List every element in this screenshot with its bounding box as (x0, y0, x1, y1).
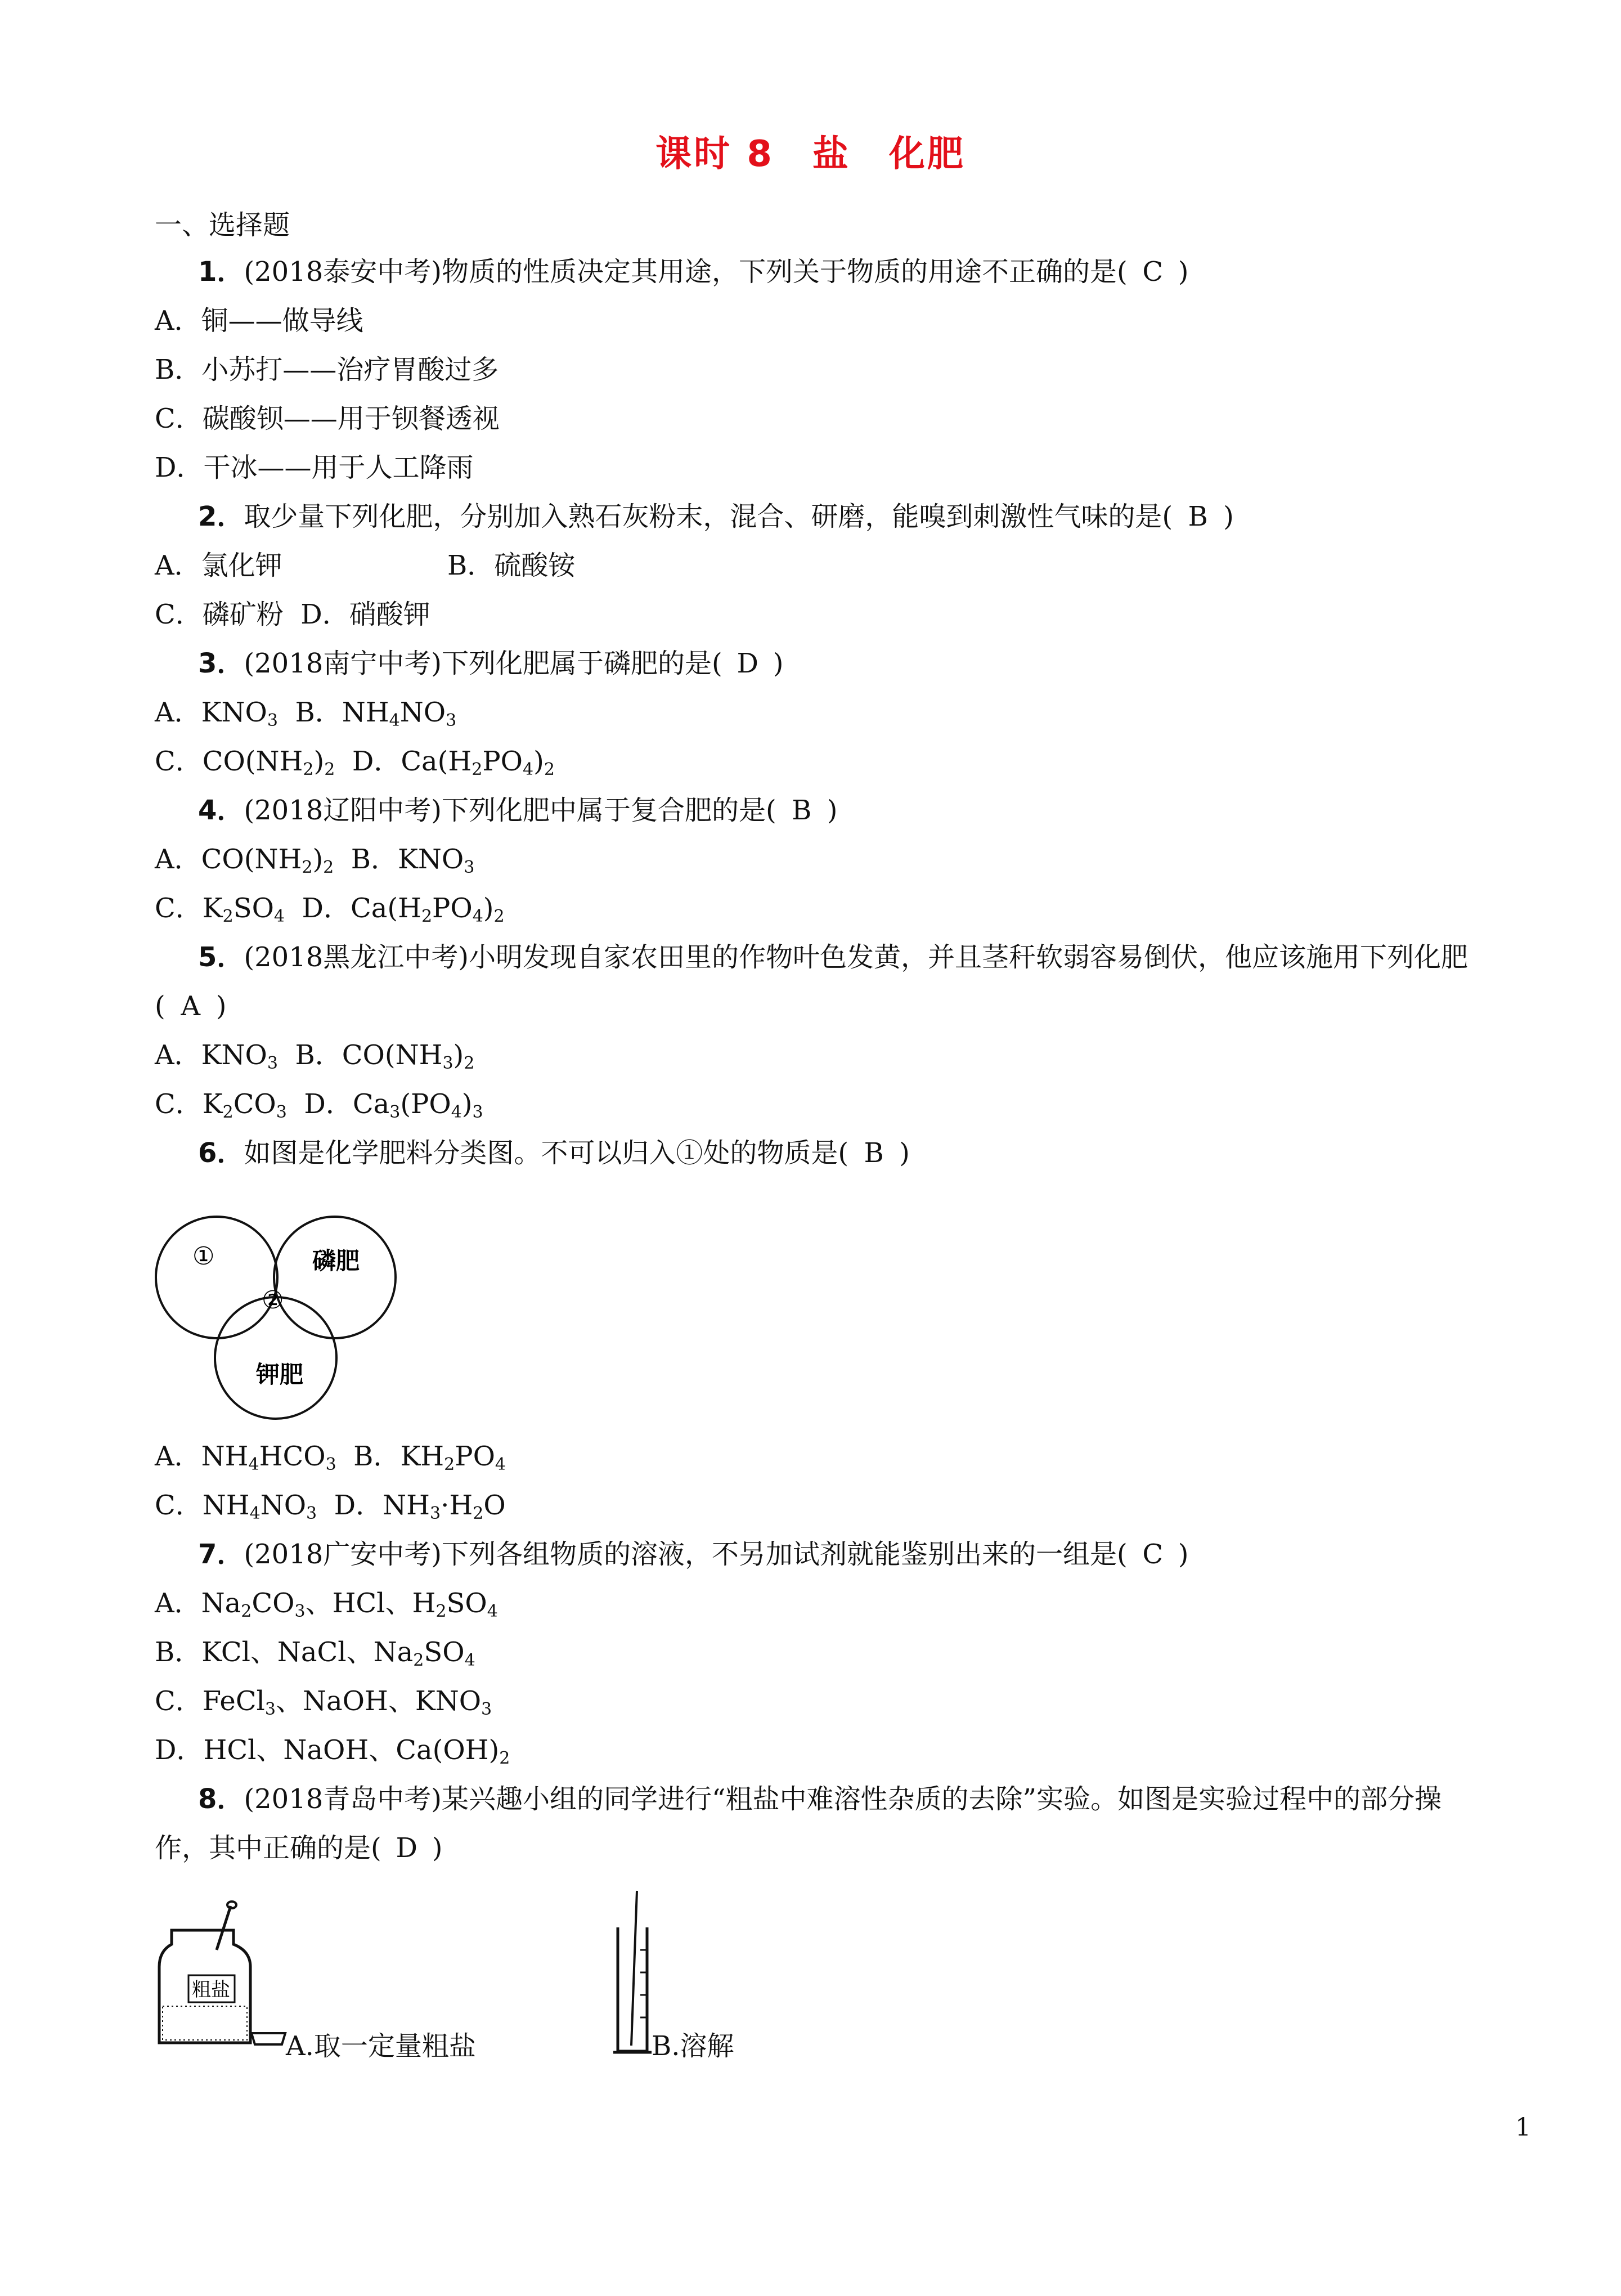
page-title: 课时 8 盐 化肥 (655, 133, 966, 175)
question-text: (2018黑龙江中考)小明发现自家农田里的作物叶色发黄，并且茎秆软弱容易倒伏，他应该施用下列化肥 (244, 941, 1469, 973)
question-8 (198, 1782, 1442, 1816)
option-row: A．$NH_4HCO_3$ B．$KH_2PO_4$ (155, 1441, 506, 1474)
option-row: A．$KNO_3$ B．$CO(NH_3)_2$ (155, 1039, 475, 1073)
question-6 (198, 1136, 910, 1170)
option-row (155, 549, 575, 582)
question-text: (2018南宁中考)下列化肥属于磷肥的是( (244, 648, 722, 679)
option-row: A．$Na_2CO_3$、HCl、$H_2SO_4$ (155, 1588, 498, 1621)
question-text: 如图是化学肥料分类图。不可以归入①处的物质是( (244, 1137, 849, 1169)
question-number: 5． (198, 941, 244, 973)
option: D．硝酸钾 (300, 599, 430, 630)
option-row: A．$CO(NH_2)_2$ B．$KNO_3$ (155, 844, 475, 877)
question-number: 1． (198, 256, 244, 288)
question-text: (2018辽阳中考)下列化肥中属于复合肥的是( (244, 795, 776, 826)
question-number: 8． (198, 1783, 244, 1815)
answer: B (792, 795, 812, 826)
question-text: (2018青岛中考)某兴趣小组的同学进行“粗盐中难溶性杂质的去除”实验。如图是实验过程中的部分操 (244, 1783, 1442, 1815)
region-2-label: ② (262, 1286, 284, 1315)
circle-phosphate (274, 1217, 396, 1338)
figure-a-jar (155, 1899, 290, 2057)
option-row (155, 598, 430, 631)
circle-nitrogen (156, 1217, 277, 1338)
option-row: A．$KNO_3$ B．$NH_4NO_3$ (155, 697, 457, 730)
question-8-cont (155, 1831, 442, 1865)
potash-label: 钾肥 (256, 1361, 304, 1388)
option: B．硫酸铵 (447, 550, 576, 581)
option: A．铜——做导线 (155, 305, 363, 337)
option-row: C．FeCl$_3$、NaOH、$KNO_3$ (155, 1685, 492, 1719)
salt-fill (163, 2006, 247, 2040)
phosphate-label: 磷肥 (312, 1247, 360, 1275)
option-row: B．KCl、NaCl、$Na_2SO_4$ (155, 1636, 475, 1670)
question-number: 3． (198, 648, 244, 679)
question-text: 作，其中正确的是( (155, 1832, 381, 1864)
question-5 (198, 940, 1468, 974)
option: D．干冰——用于人工降雨 (155, 452, 474, 483)
question-7 (198, 1537, 1188, 1571)
question-number: 4． (198, 795, 244, 826)
section-heading: 一、选择题 (155, 209, 290, 241)
question-number: 2． (198, 501, 244, 532)
glass-rod (631, 1891, 637, 2046)
option: B．小苏打——治疗胃酸过多 (155, 354, 499, 385)
paren-close: ) (1178, 1539, 1189, 1570)
paren-close: ) (899, 1137, 910, 1169)
question-1 (198, 255, 1188, 289)
figure-a-label: A.取一定量粗盐 (286, 2030, 476, 2062)
answer: C (1142, 1539, 1164, 1570)
answer: C (1142, 256, 1164, 288)
paren-close: ) (1223, 501, 1234, 532)
option-row: C．$NH_4NO_3$ D．$NH_3\cdot H_2O$ (155, 1490, 506, 1523)
jar-label: 粗盐 (192, 1979, 230, 2001)
answer: D (737, 648, 758, 679)
question-2 (198, 500, 1234, 533)
question-text: (2018广安中考)下列各组物质的溶液，不另加试剂就能鉴别出来的一组是( (244, 1539, 1128, 1570)
option-row: C．$CO(NH_2)_2$ D．$Ca(H_2PO_4)_2$ (155, 746, 555, 779)
dish (252, 2033, 285, 2044)
answer: B (1188, 501, 1208, 532)
option-row: D．HCl、NaOH、$Ca(OH)_2$ (155, 1734, 510, 1768)
question-text: (2018泰安中考)物质的性质决定其用途，下列关于物质的用途不正确的是( (244, 256, 1128, 288)
paren-close: ) (827, 795, 838, 826)
paren-close: ) (432, 1832, 443, 1864)
venn-diagram (146, 1201, 405, 1427)
spoon-handle (217, 1906, 231, 1950)
page-number: 1 (1515, 2113, 1531, 2142)
option-row: C．$K_2SO_4$ D．$Ca(H_2PO_4)_2$ (155, 893, 505, 926)
region-1-label: ① (192, 1242, 215, 1271)
paren-open: ( (155, 990, 165, 1022)
option: C．碳酸钡——用于钡餐透视 (155, 403, 500, 434)
circle-potash (215, 1297, 336, 1419)
answer: B (864, 1137, 884, 1169)
paren-close: ) (215, 990, 227, 1022)
question-number: 7． (198, 1539, 244, 1570)
answer: D (396, 1832, 417, 1864)
question-4 (198, 793, 837, 827)
option: C．磷矿粉 (155, 599, 284, 630)
question-3 (198, 647, 783, 680)
figure-b-label: B.溶解 (652, 2030, 734, 2062)
option: A．氯化钾 (155, 550, 282, 581)
question-text: 取少量下列化肥，分别加入熟石灰粉末，混合、研磨，能嗅到刺激性气味的是( (244, 501, 1173, 532)
answer-line (155, 989, 226, 1023)
answer: A (181, 990, 201, 1022)
spoon-bowl (227, 1902, 236, 1908)
option-row: C．$K_2CO_3$ D．$Ca_3(PO_4)_3$ (155, 1088, 483, 1122)
paren-close: ) (773, 648, 784, 679)
question-number: 6． (198, 1137, 244, 1169)
paren-close: ) (1178, 256, 1189, 288)
